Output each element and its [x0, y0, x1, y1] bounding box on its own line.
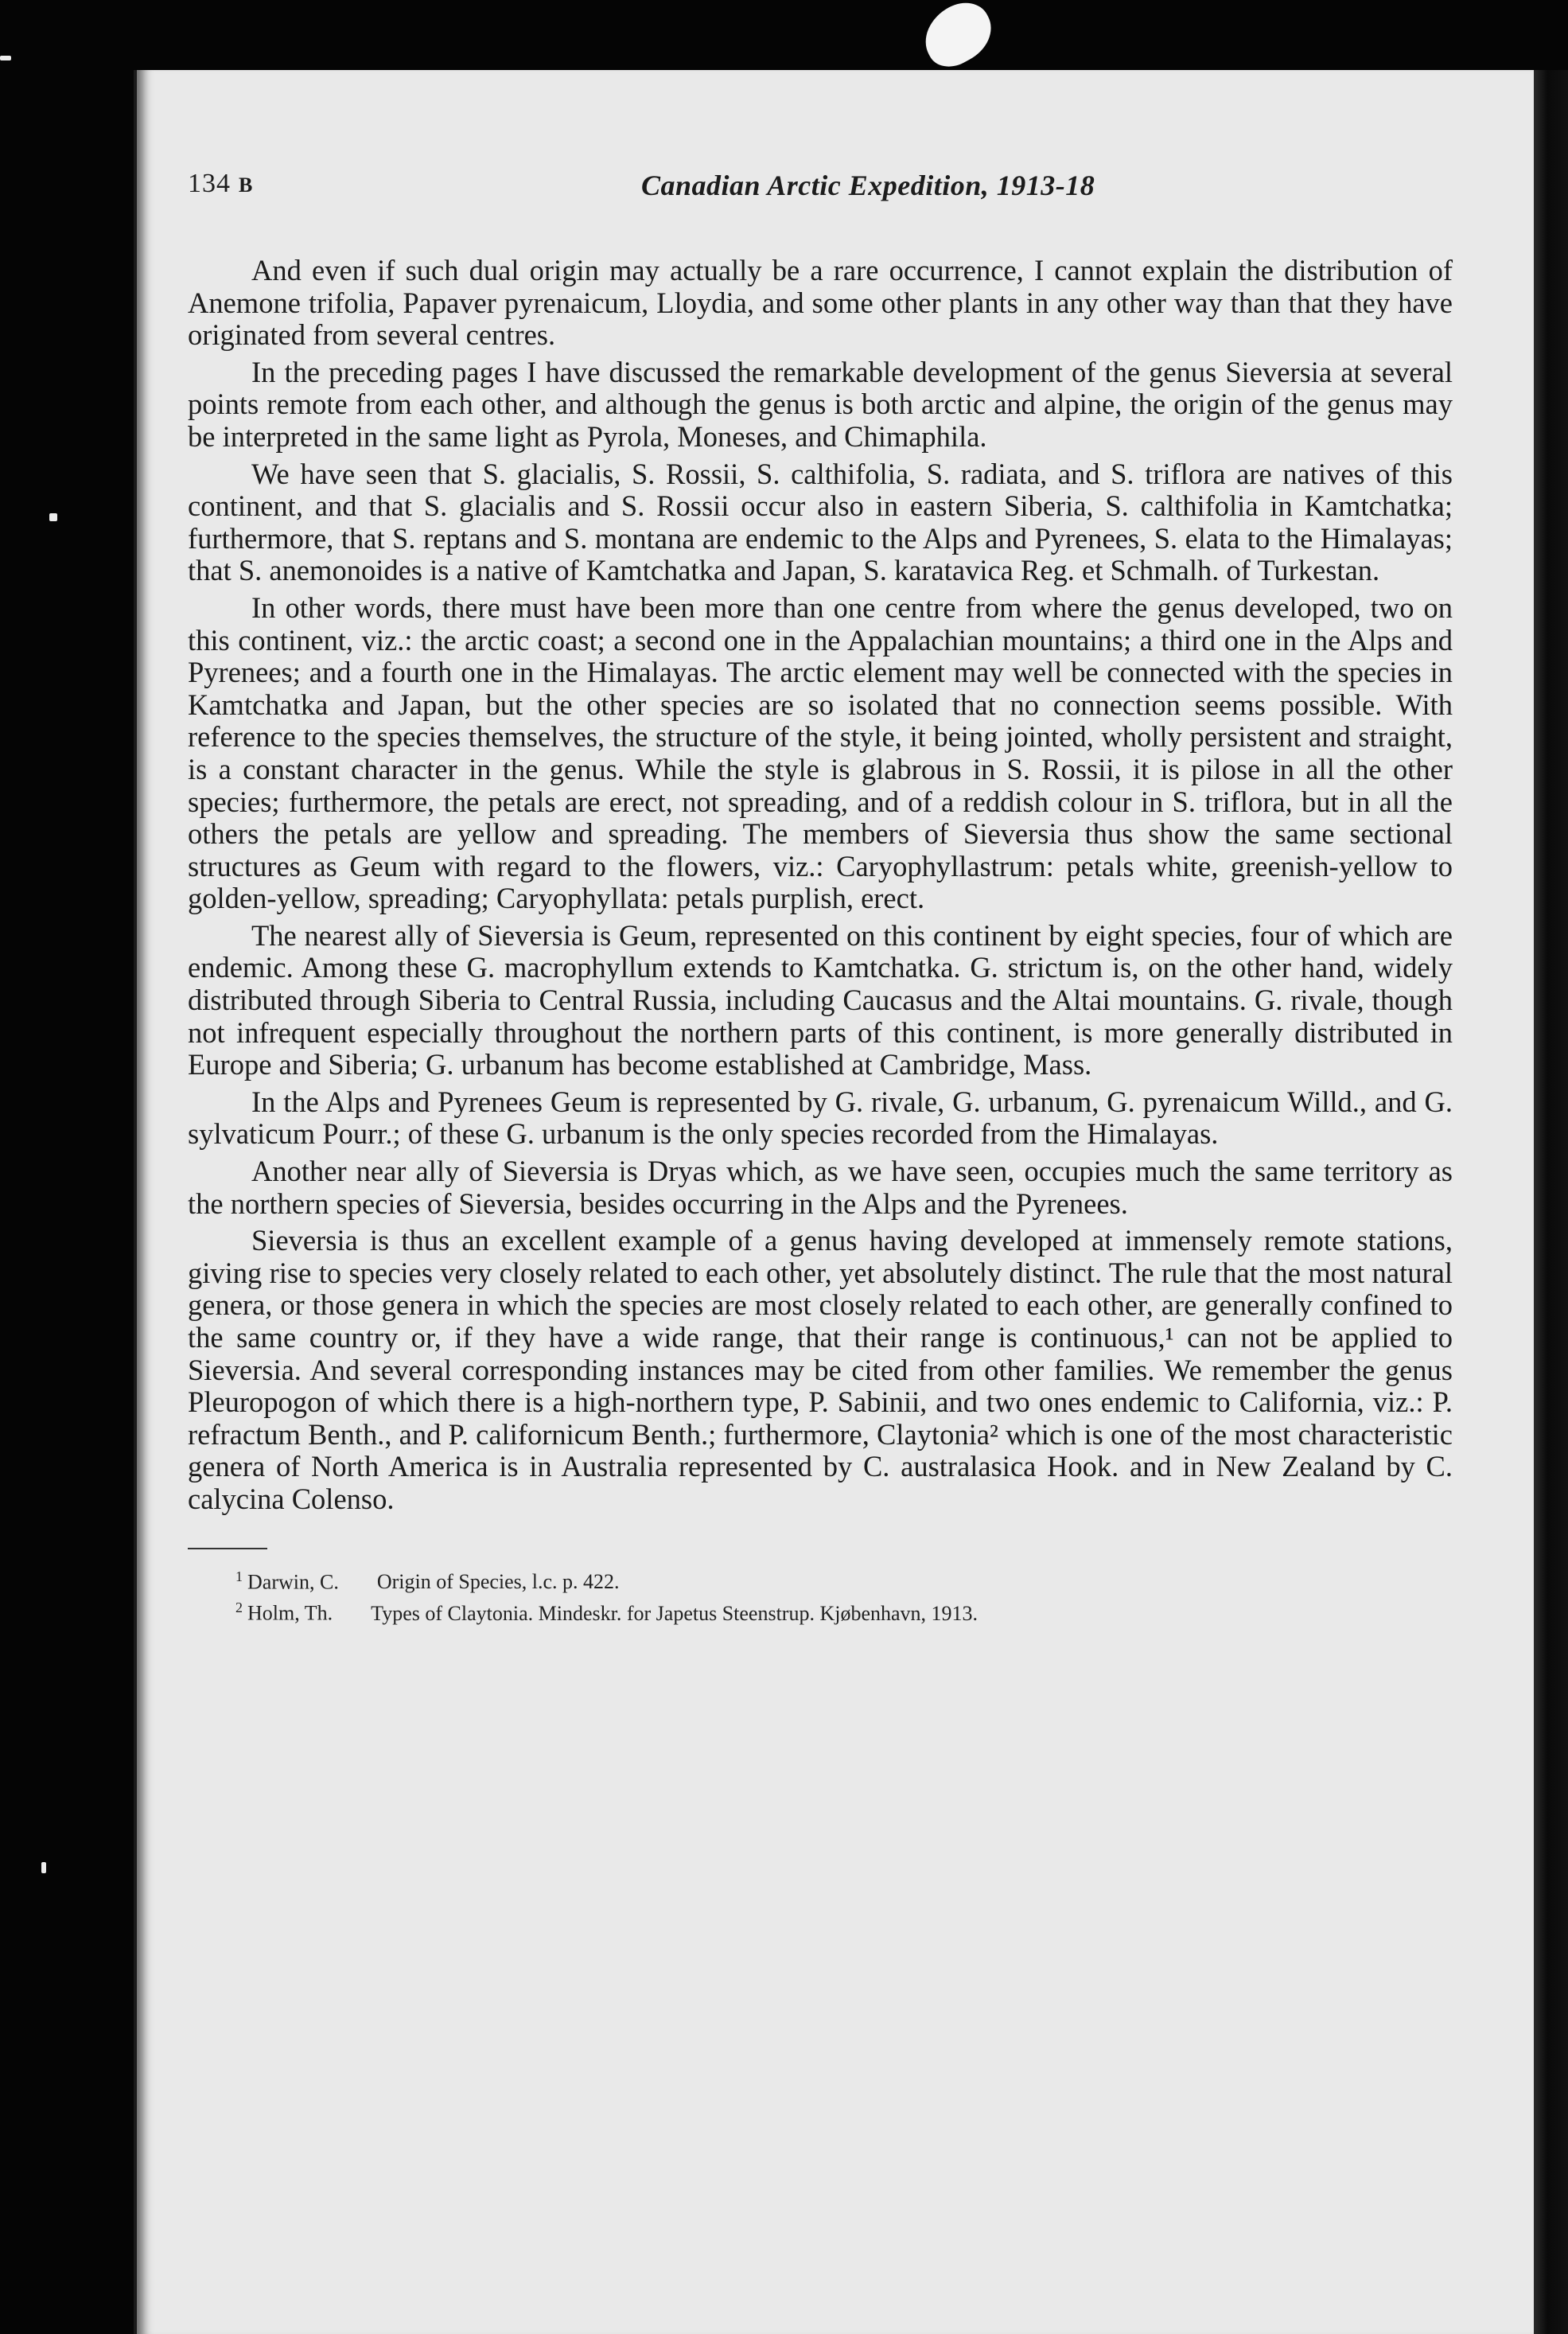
paragraph: In other words, there must have been more than one centre from where the genus developed, two on this continent, viz.: the arctic coast; a second one in the Appalachian mountains; a third one in the Alps and Pyrenees; and a fourth one in the Himalayas. The arctic element may well be connected with the species in Kamtchatka and Japan, but the other species are so isolated that no connection seems possible. With reference to the species themselves, the structure of the style, it being jointed, wholly persistent and straight, is a constant character in the genus. While the style is glabrous in S. Rossii, it is pilose in all the other species; furthermore, the petals are erect, not spreading, and of a reddish colour in S. triflora, but in all the others the petals are yellow and spreading. The members of Sieversia thus show the same sectional structures as Geum with regard to the flowers, viz.: Caryophyllastrum: petals white, greenish-yellow to golden-yellow, spreading; Caryophyllata: petals purplish, erect. — [188, 590, 1453, 915]
left-edge-mark — [49, 513, 57, 521]
paragraph: And even if such dual origin may actually be a rare occurrence, I cannot explain the distribution of Anemone trifolia, Papaver pyrenaicum, Lloydia, and some other plants in any other way than that they have originated from several centres. — [188, 254, 1453, 352]
paragraph: In the Alps and Pyrenees Geum is represented by G. rivale, G. urbanum, G. pyrenaicum Willd., and G. sylvaticum Pourr.; of these G. urbanum is the only species recorded from the Himalayas. — [188, 1085, 1453, 1151]
running-title: Canadian Arctic Expedition, 1913-18 — [641, 169, 1095, 201]
page-number: 134 B — [188, 169, 254, 198]
scan-blot — [914, 0, 1002, 76]
footnote: $^1$ Darwin, C. Origin of Species, l.c. p. 422. — [235, 1568, 620, 1594]
paragraph: Another near ally of Sieversia is Dryas which, as we have seen, occupies much the same territory as the northern species of Sieversia, besides occurring in the Alps and the Pyrenees. — [188, 1155, 1453, 1220]
footnote-rule — [188, 1548, 267, 1549]
footnote: $^2$ Holm, Th. Types of Claytonia. Mindeskr. for Japetus Steenstrup. Kjøbenhavn, 1913. — [235, 1600, 979, 1625]
left-edge-mark — [0, 56, 11, 60]
footnotes — [235, 1564, 1453, 1627]
body-text — [188, 255, 1453, 1516]
paragraph: Sieversia is thus an excellent example of a genus having developed at immensely remote stations, giving rise to species very closely related to each other, yet absolutely distinct. The rule that the most natural genera, or those genera in which the species are most closely related to each other, are generally confined to the same country or, if they have a wide range, that their range is continuous,¹ can not be applied to Sieversia. And several corresponding instances may be cited from other families. We remember the genus Pleuropogon of which there is a high-northern type, P. Sabinii, and two ones endemic to California, viz.: P. refractum Benth., and P. californicum Benth.; furthermore, Claytonia² which is one of the most characteristic genera of North America is in Australia represented by C. australasica Hook. and in New Zealand by C. calycina Colenso. — [188, 1224, 1453, 1515]
paragraph: In the preceding pages I have discussed the remarkable development of the genus Sieversia at several points remote from each other, and although the genus is both arctic and alpine, the origin of the genus may be interpreted in the same light as Pyrola, Moneses, and Chimaphila. — [188, 355, 1453, 453]
paragraph: The nearest ally of Sieversia is Geum, represented on this continent by eight species, four of which are endemic. Among these G. macrophyllum extends to Kamtchatka. G. strictum is, on the other hand, widely distributed through Siberia to Central Russia, including Caucasus and the Altai mountains. G. rivale, though not infrequent especially throughout the northern parts of this continent, is more generally distributed in Europe and Siberia; G. urbanum has become established at Cambridge, Mass. — [188, 918, 1453, 1081]
running-head — [188, 169, 1453, 224]
left-edge-mark — [41, 1862, 46, 1873]
page-binding-edge — [1534, 70, 1568, 2334]
paragraph: We have seen that S. glacialis, S. Rossii, S. calthifolia, S. radiata, and S. triflora are natives of this continent, and that S. glacialis and S. Rossii occur also in eastern Siberia, S. calthifolia in Kamtchatka; furthermore, that S. reptans and S. montana are endemic to the Alps and Pyrenees, S. elata to the Himalayas; that S. anemonoides is a native of Kamtchatka and Japan, S. karatavica Reg. et Schmalh. of Turkestan. — [188, 457, 1453, 587]
page-content — [188, 169, 1453, 1627]
